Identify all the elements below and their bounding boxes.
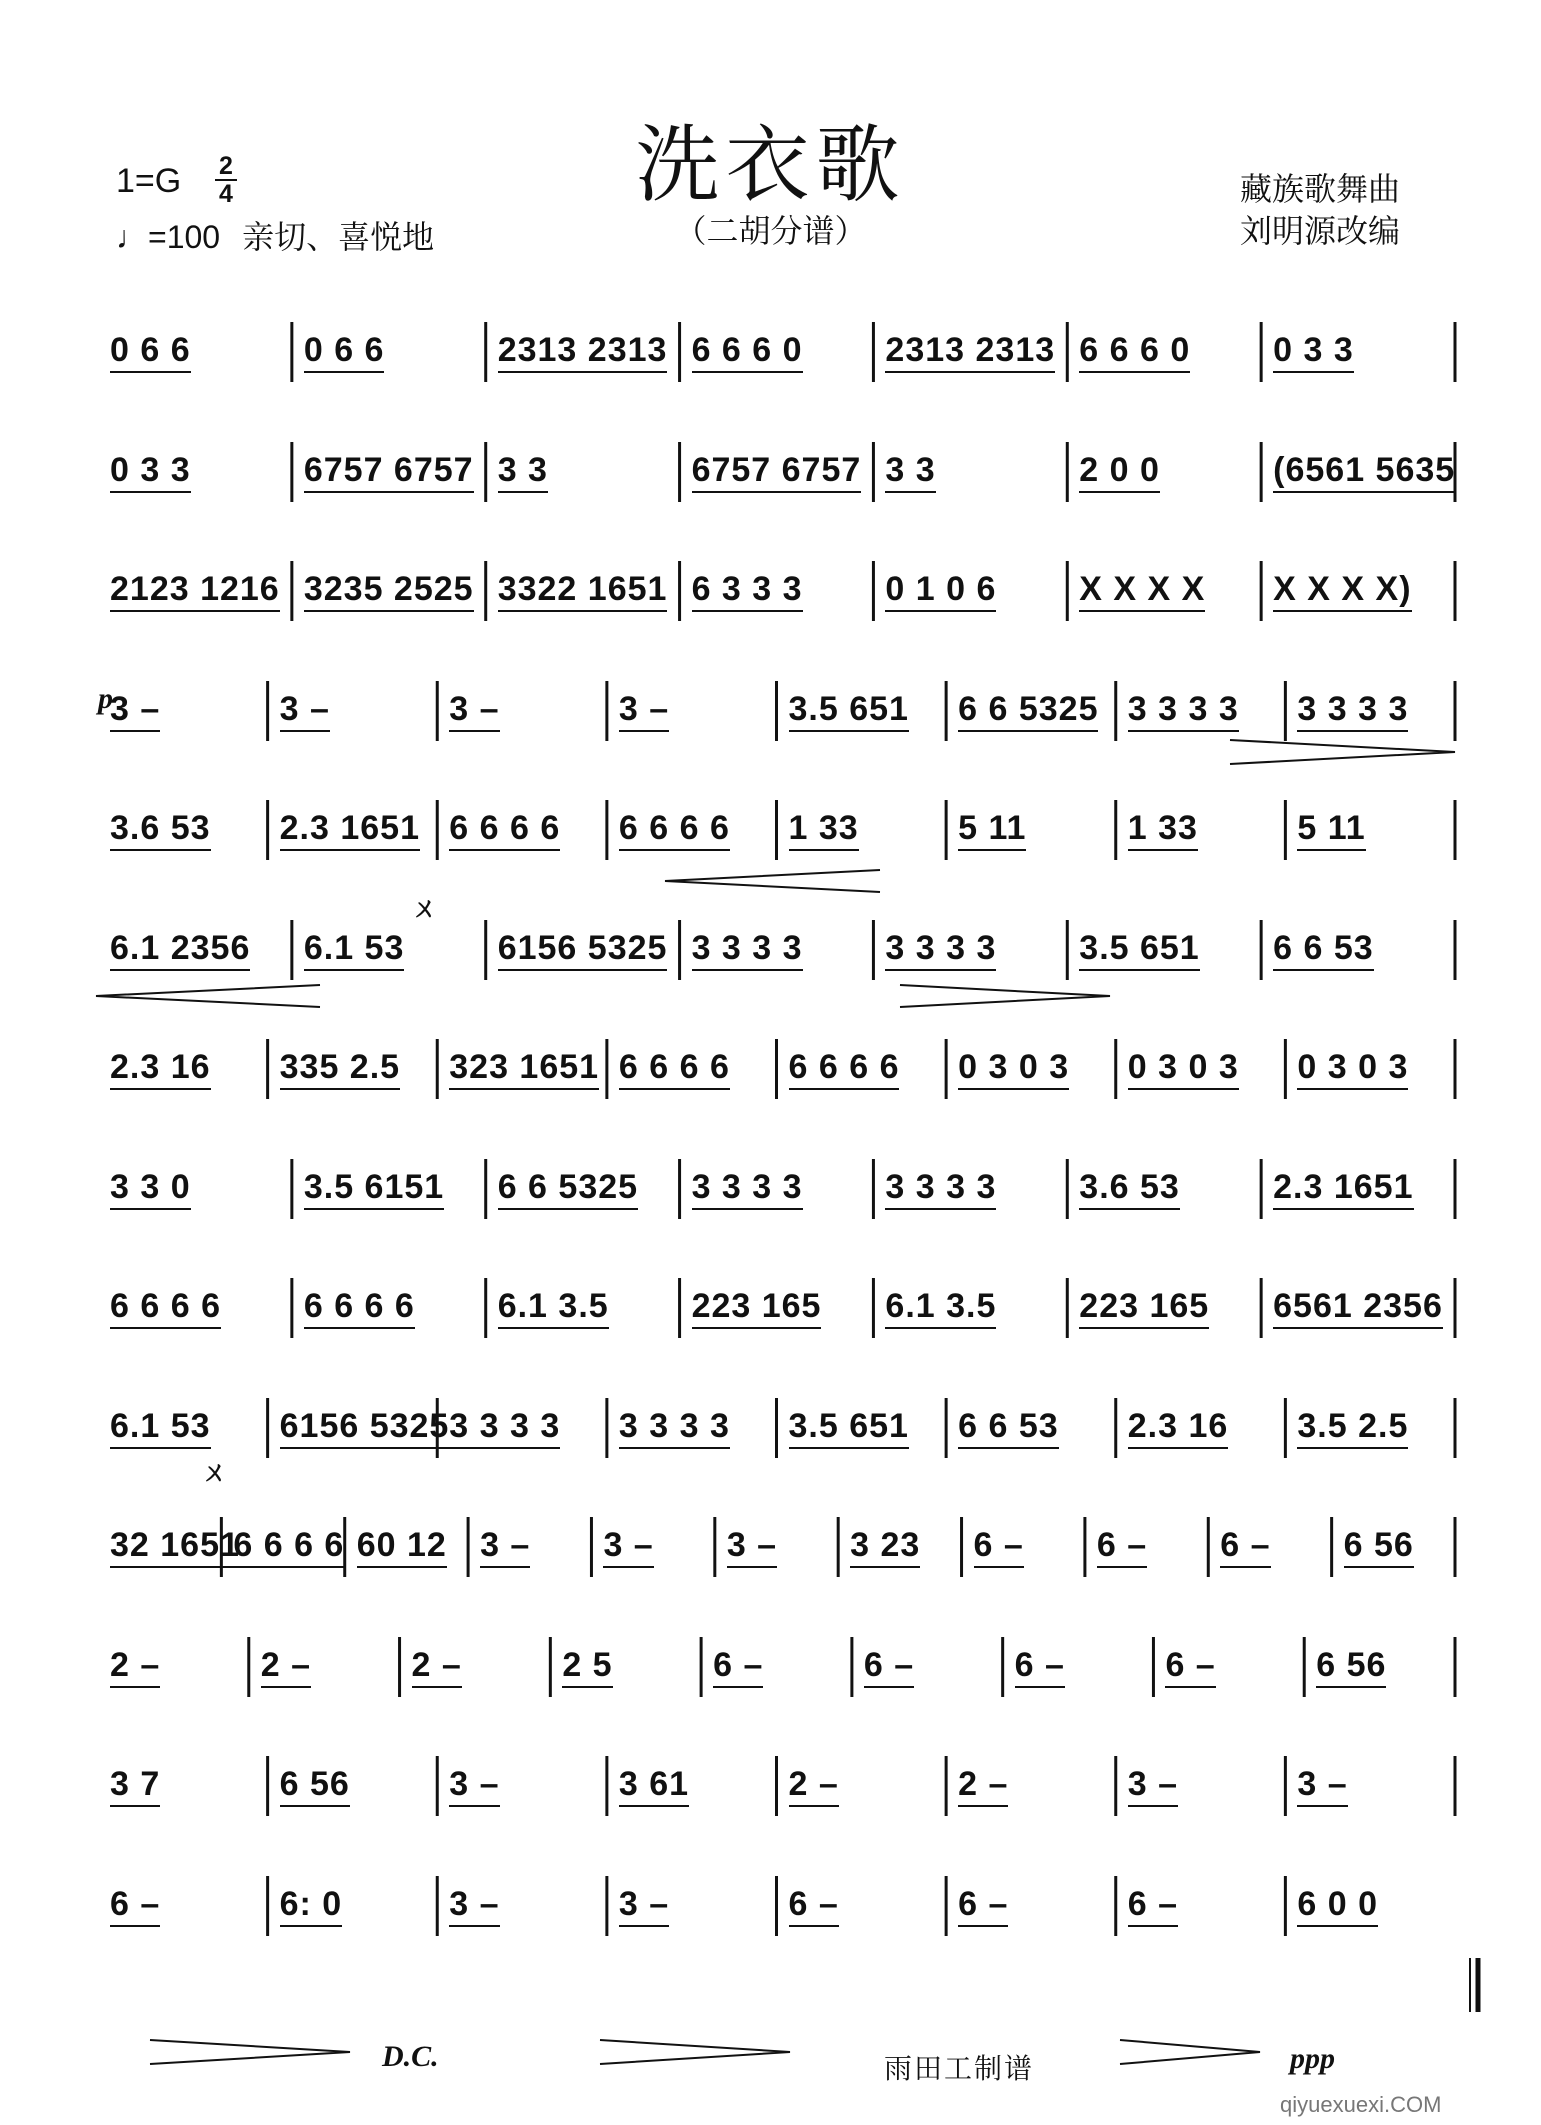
score-title: 洗衣歌	[635, 116, 906, 214]
mood-text: 亲切、喜悦地	[242, 218, 435, 256]
decresc-hairpin-3	[150, 2040, 350, 2064]
measure: 3 –	[619, 1884, 765, 1924]
measure: 0 6 6	[304, 330, 474, 370]
measure: 6 –	[713, 1645, 840, 1685]
measure: 6 –	[958, 1884, 1104, 1924]
measure: 6 6 5325	[958, 689, 1104, 729]
measure: 3 –	[603, 1525, 702, 1565]
measure: 0 3 0 3	[1297, 1047, 1443, 1087]
measure: 6 6 6 6	[110, 1286, 280, 1326]
dc-marking: D.C.	[382, 2040, 439, 2073]
measure: 3.5 651	[789, 1406, 935, 1446]
measure: 6 6 6 6	[233, 1525, 332, 1565]
measure: 3 3 3 3	[449, 1406, 595, 1446]
measure: 2313 2313	[498, 330, 668, 370]
measure: 3.5 651	[789, 689, 935, 729]
measure: 6 6 6 6	[304, 1286, 474, 1326]
measure: 3 –	[1297, 1764, 1443, 1804]
measure: 6 –	[864, 1645, 991, 1685]
measure: 3235 2525	[304, 569, 474, 609]
site-watermark: qiyuexuexi.COM	[1280, 2092, 1442, 2117]
measure: 6 0 0	[1297, 1884, 1443, 1924]
measure: 6 –	[974, 1525, 1073, 1565]
measure: 6156 5325	[280, 1406, 426, 1446]
measure: 3 –	[449, 1764, 595, 1804]
measure: 6 –	[1128, 1884, 1274, 1924]
measure: 3 3 3 3	[619, 1406, 765, 1446]
measure: 223 165	[692, 1286, 862, 1326]
measure: 6 –	[110, 1884, 256, 1924]
measure: 2313 2313	[885, 330, 1055, 370]
measure: X X X X)	[1273, 569, 1443, 609]
measure: 3 –	[1128, 1764, 1274, 1804]
measure: 3322 1651	[498, 569, 668, 609]
time-bottom: 4	[219, 180, 233, 208]
measure: 6 –	[789, 1884, 935, 1924]
measure: 3.5 2.5	[1297, 1406, 1443, 1446]
measure: 2123 1216	[110, 569, 280, 609]
measure: 0 3 3	[110, 450, 280, 490]
measure: 3 –	[480, 1525, 579, 1565]
measure: 0 3 0 3	[1128, 1047, 1274, 1087]
footer-maker: 雨田工制谱	[884, 2052, 1035, 2085]
tone-mark-1: ㄨ	[412, 893, 439, 923]
measure: 6.1 53	[304, 928, 474, 968]
arranger-credit: 刘明源改编	[1240, 212, 1401, 250]
measure: 3.5 651	[1079, 928, 1249, 968]
measure: 3 3	[885, 450, 1055, 490]
measure: 2 –	[789, 1764, 935, 1804]
measure: 6: 0	[280, 1884, 426, 1924]
measure: 6 –	[1220, 1525, 1319, 1565]
measure: 2 –	[958, 1764, 1104, 1804]
decresc-hairpin-5	[1120, 2040, 1260, 2064]
measure: 3.5 6151	[304, 1167, 474, 1207]
measure: 3 3 3 3	[692, 928, 862, 968]
measure: 6 –	[1097, 1525, 1196, 1565]
measure: 6.1 3.5	[498, 1286, 668, 1326]
measure: 5 11	[1297, 808, 1443, 848]
measure: 3 –	[449, 689, 595, 729]
measure: 6 56	[280, 1764, 426, 1804]
measure: 0 1 0 6	[885, 569, 1055, 609]
measure: 6 6 6 6	[619, 1047, 765, 1087]
measure: 3 3 3 3	[885, 928, 1055, 968]
measure: 3 7	[110, 1764, 256, 1804]
tone-mark-2: ㄨ	[202, 1457, 229, 1487]
genre-credit: 藏族歌舞曲	[1240, 170, 1401, 208]
measure: 3 –	[449, 1884, 595, 1924]
measure: 3 –	[110, 689, 256, 729]
measure: 2 –	[412, 1645, 539, 1685]
measure: 3 3 3 3	[1297, 689, 1443, 729]
measure: 3 –	[280, 689, 426, 729]
measure: 6 6 6 6	[619, 808, 765, 848]
measure: 6 3 3 3	[692, 569, 862, 609]
measure: 6 –	[1165, 1645, 1292, 1685]
time-top: 2	[219, 152, 233, 180]
measure: 2.3 1651	[1273, 1167, 1443, 1207]
measure: 3 23	[850, 1525, 949, 1565]
measure: 6 6 6 6	[789, 1047, 935, 1087]
measure: 5 11	[958, 808, 1104, 848]
decresc-hairpin-1	[1230, 740, 1455, 764]
measure: 6 6 6 0	[1079, 330, 1249, 370]
measure: 335 2.5	[280, 1047, 426, 1087]
measure: 1 33	[1128, 808, 1274, 848]
measure: 323 1651	[449, 1047, 595, 1087]
measure: 2.3 16	[110, 1047, 256, 1087]
measure: 3 3 3 3	[1128, 689, 1274, 729]
decresc-hairpin-2	[900, 985, 1110, 1007]
measure: 60 12	[357, 1525, 456, 1565]
dynamic-ppp: ppp	[1290, 2042, 1335, 2075]
measure: (6561 5635	[1273, 450, 1443, 490]
measure: 6 6 53	[958, 1406, 1104, 1446]
dynamic-p: p	[98, 682, 113, 715]
measure: 2.3 1651	[280, 808, 426, 848]
measure: 6 6 6 0	[692, 330, 862, 370]
measure: 223 165	[1079, 1286, 1249, 1326]
measure: 3 3	[498, 450, 668, 490]
measure: 6757 6757	[304, 450, 474, 490]
measure: 3 3 0	[110, 1167, 280, 1207]
measure: 6 56	[1316, 1645, 1443, 1685]
measure: 3 3 3 3	[885, 1167, 1055, 1207]
measure: 3 61	[619, 1764, 765, 1804]
measure: 6 6 5325	[498, 1167, 668, 1207]
measure: X X X X	[1079, 569, 1249, 609]
cresc-hairpin-1	[665, 870, 880, 892]
measure: 6 –	[1015, 1645, 1142, 1685]
measure: 6.1 53	[110, 1406, 256, 1446]
measure: 0 6 6	[110, 330, 280, 370]
measure: 2 5	[562, 1645, 689, 1685]
measure: 6.1 3.5	[885, 1286, 1055, 1326]
measure: 6 56	[1344, 1525, 1443, 1565]
measure: 3 –	[619, 689, 765, 729]
measure: 2 –	[110, 1645, 237, 1685]
measure: 6 6 6 6	[449, 808, 595, 848]
measure: 6 6 53	[1273, 928, 1443, 968]
measure: 2 0 0	[1079, 450, 1249, 490]
measure: 3.6 53	[110, 808, 256, 848]
measure: 2.3 16	[1128, 1406, 1274, 1446]
measure: 6.1 2356	[110, 928, 280, 968]
measure: 1 33	[789, 808, 935, 848]
cresc-hairpin-2	[96, 985, 320, 1007]
measure: 6757 6757	[692, 450, 862, 490]
measure: 3 3 3 3	[692, 1167, 862, 1207]
tempo-mark: ♩=100	[116, 219, 221, 255]
decresc-hairpin-4	[600, 2040, 790, 2064]
measure: 3 –	[727, 1525, 826, 1565]
measure: 32 1651	[110, 1525, 209, 1565]
measure: 0 3 0 3	[958, 1047, 1104, 1087]
score-subtitle: （二胡分谱）	[674, 212, 867, 250]
measure: 6561 2356	[1273, 1286, 1443, 1326]
measure: 0 3 3	[1273, 330, 1443, 370]
measure: 2 –	[261, 1645, 388, 1685]
measure: 3.6 53	[1079, 1167, 1249, 1207]
key-signature: 1=G	[116, 162, 182, 200]
measure: 6156 5325	[498, 928, 668, 968]
